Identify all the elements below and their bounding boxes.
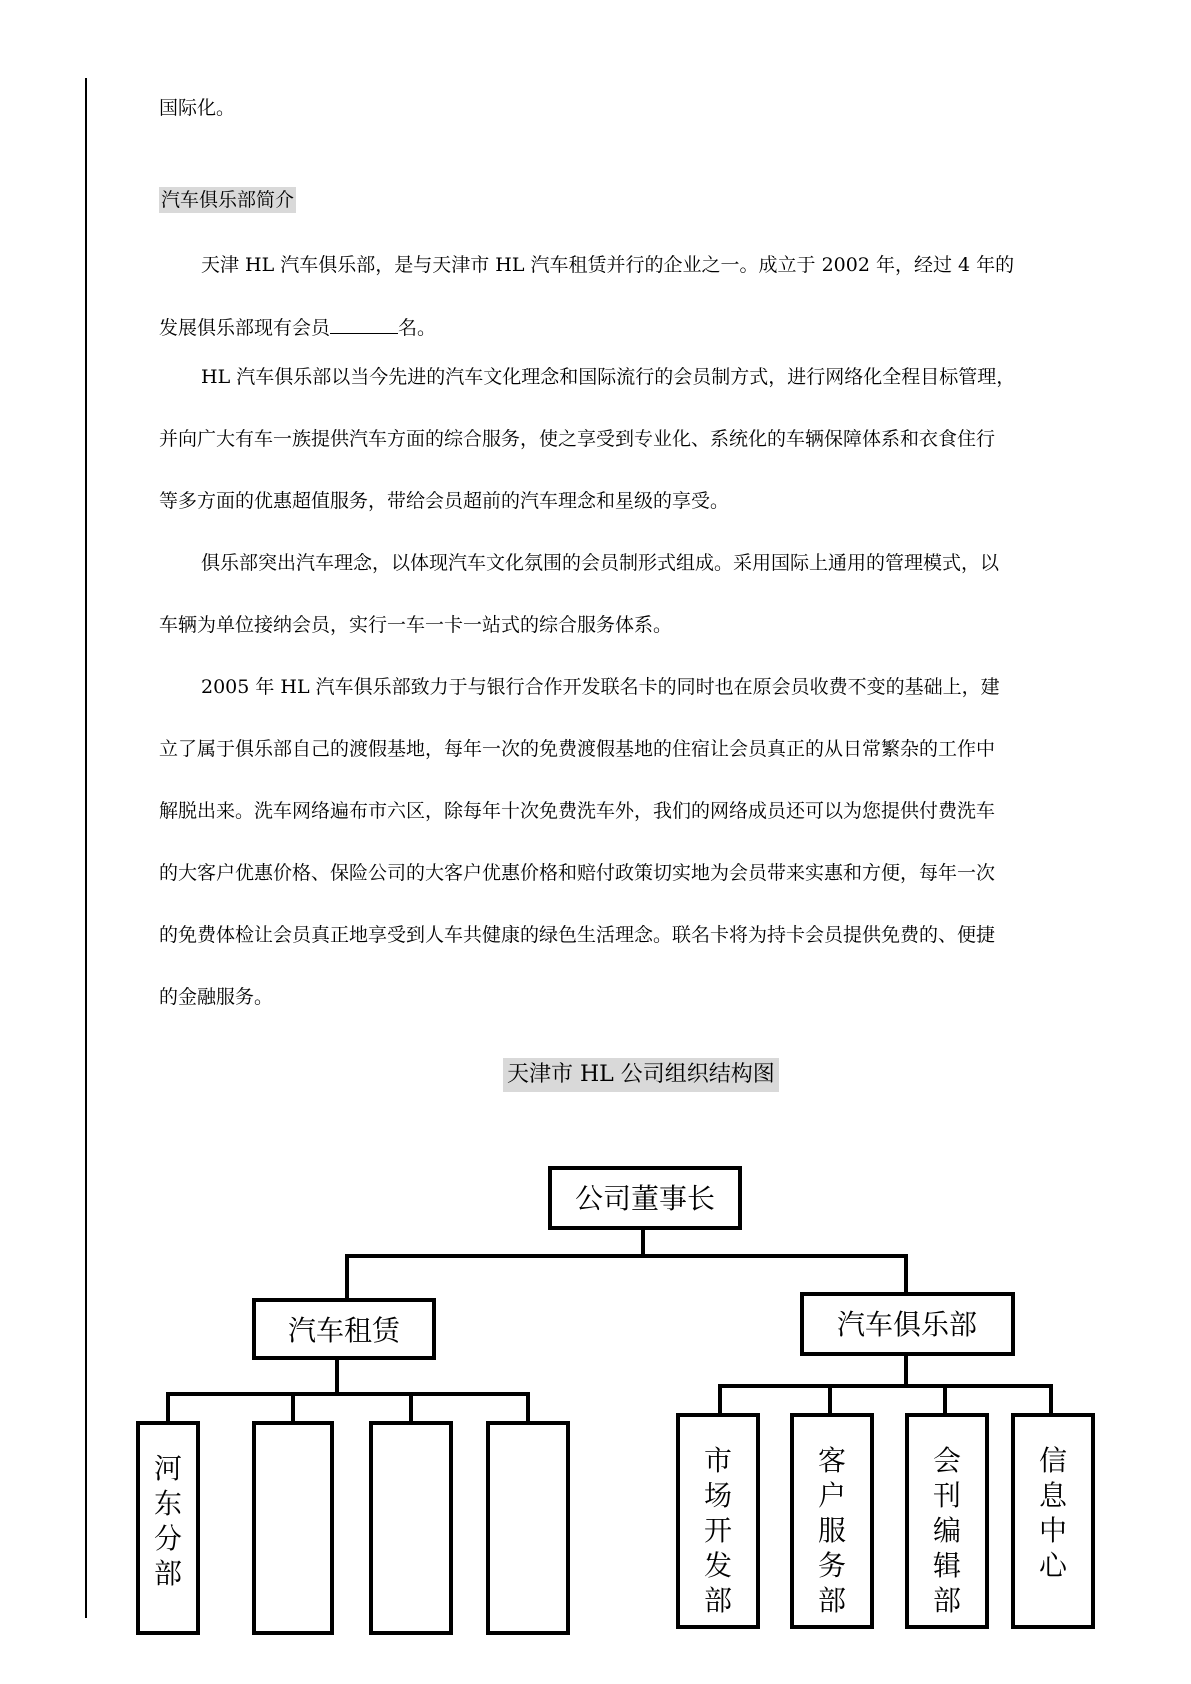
paragraph-line: 并向广大有车一族提供汽车方面的综合服务，使之享受到专业化、系统化的车辆保障体系和衣食住行 [159, 428, 996, 450]
paragraph-line: 2005 年 HL 汽车俱乐部致力于与银行合作开发联名卡的同时也在原会员收费不变的基础上，建 [201, 676, 1000, 698]
section-heading: 汽车俱乐部简介 [161, 189, 295, 211]
org-left-child-box [254, 1423, 332, 1633]
org-chart-title: 天津市 HL 公司组织结构图 [503, 1058, 779, 1092]
paragraph-text: 名。 [398, 317, 437, 339]
org-left-child-box [488, 1423, 568, 1633]
org-left-child-label: 河东分部 [153, 1452, 183, 1590]
org-right-child-label: 会刊编辑部 [932, 1444, 962, 1617]
paragraph-tail: 国际化。 [159, 97, 236, 119]
paragraph-line: 俱乐部突出汽车理念，以体现汽车文化氛围的会员制形式组成。采用国际上通用的管理模式，以 [201, 552, 1000, 574]
paragraph-line: 天津 HL 汽车俱乐部，是与天津市 HL 汽车租赁并行的企业之一。成立于 2002 年，经过 4 年的 [201, 254, 1015, 276]
org-branch-left-label: 汽车租赁 [287, 1314, 401, 1347]
org-branch-right-label: 汽车俱乐部 [836, 1308, 978, 1341]
paragraph-line: 的金融服务。 [159, 986, 274, 1008]
paragraph-line: 解脱出来。洗车网络遍布市六区，除每年十次免费洗车外，我们的网络成员还可以为您提供付费洗车 [159, 800, 996, 822]
paragraph-line: 车辆为单位接纳会员，实行一车一卡一站式的综合服务体系。 [159, 614, 673, 636]
paragraph-line: 等多方面的优惠超值服务，带给会员超前的汽车理念和星级的享受。 [159, 490, 730, 512]
org-right-child-label: 客户服务部 [817, 1444, 847, 1617]
paragraph-line: 的免费体检让会员真正地享受到人车共健康的绿色生活理念。联名卡将为持卡会员提供免费的、便捷 [159, 924, 996, 946]
paragraph-line: HL 汽车俱乐部以当今先进的汽车文化理念和国际流行的会员制方式，进行网络化全程目标管理， [201, 366, 1016, 388]
org-right-child-label: 信息中心 [1038, 1444, 1068, 1582]
org-left-child-box [371, 1423, 451, 1633]
paragraph-line: 的大客户优惠价格、保险公司的大客户优惠价格和赔付政策切实地为会员带来实惠和方便，每年一次 [159, 862, 996, 884]
paragraph-line: 立了属于俱乐部自己的渡假基地，每年一次的免费渡假基地的住宿让会员真正的从日常繁杂的工作中 [159, 738, 996, 760]
paragraph-text: 发展俱乐部现有会员 [159, 317, 331, 339]
org-root-label: 公司董事长 [574, 1182, 716, 1215]
org-right-child-label: 市场开发部 [703, 1444, 733, 1617]
